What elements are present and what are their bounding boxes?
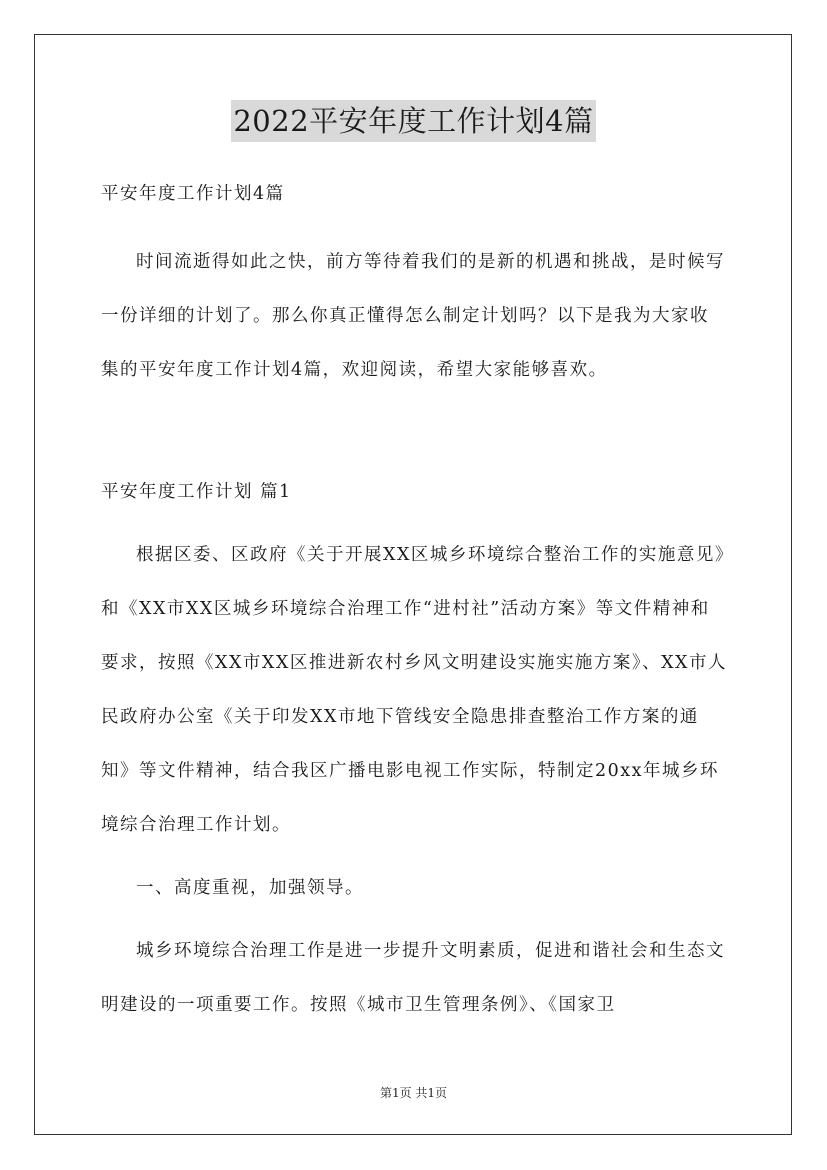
document-body xyxy=(101,175,727,1032)
document-subtitle: 平安年度工作计划4篇 xyxy=(101,184,285,204)
document-title: 2022平安年度工作计划4篇 xyxy=(231,100,595,142)
section-paragraph: 城乡环境综合治理工作是进一步提升文明素质，促进和谐社会和生态文明建设的一项重要工作。按照《城市卫生管理条例》、《国家卫 xyxy=(101,941,725,1015)
section-heading: 平安年度工作计划 篇1 xyxy=(101,482,292,502)
intro-paragraph: 时间流逝得如此之快，前方等待着我们的是新的机遇和挑战，是时候写一份详细的计划了。那么你真正懂得怎么制定计划吗？以下是我为大家收集的平安年度工作计划4篇，欢迎阅读，希望大家能够喜欢。 xyxy=(101,252,725,380)
section-paragraph: 根据区委、区政府《关于开展XX区城乡环境综合整治工作的实施意见》和《XX市XX区城乡环境综合治理工作“进村社”活动方案》等文件精神和要求，按照《XX市XX区推进新农村乡风文明建设实施实施方案》、XX市人民政府办公室《关于印发XX市地下管线安全隐患排查整治工作方案的通知》等文件精神，结合我区广播电影电视工作实际，特制定20xx年城乡环境综合治理工作计划。 xyxy=(101,545,727,835)
page-footer: 第1页 共1页 xyxy=(379,1086,448,1100)
section-subheading: 一、高度重视，加强领导。 xyxy=(136,878,364,898)
title-wrap xyxy=(0,100,827,142)
